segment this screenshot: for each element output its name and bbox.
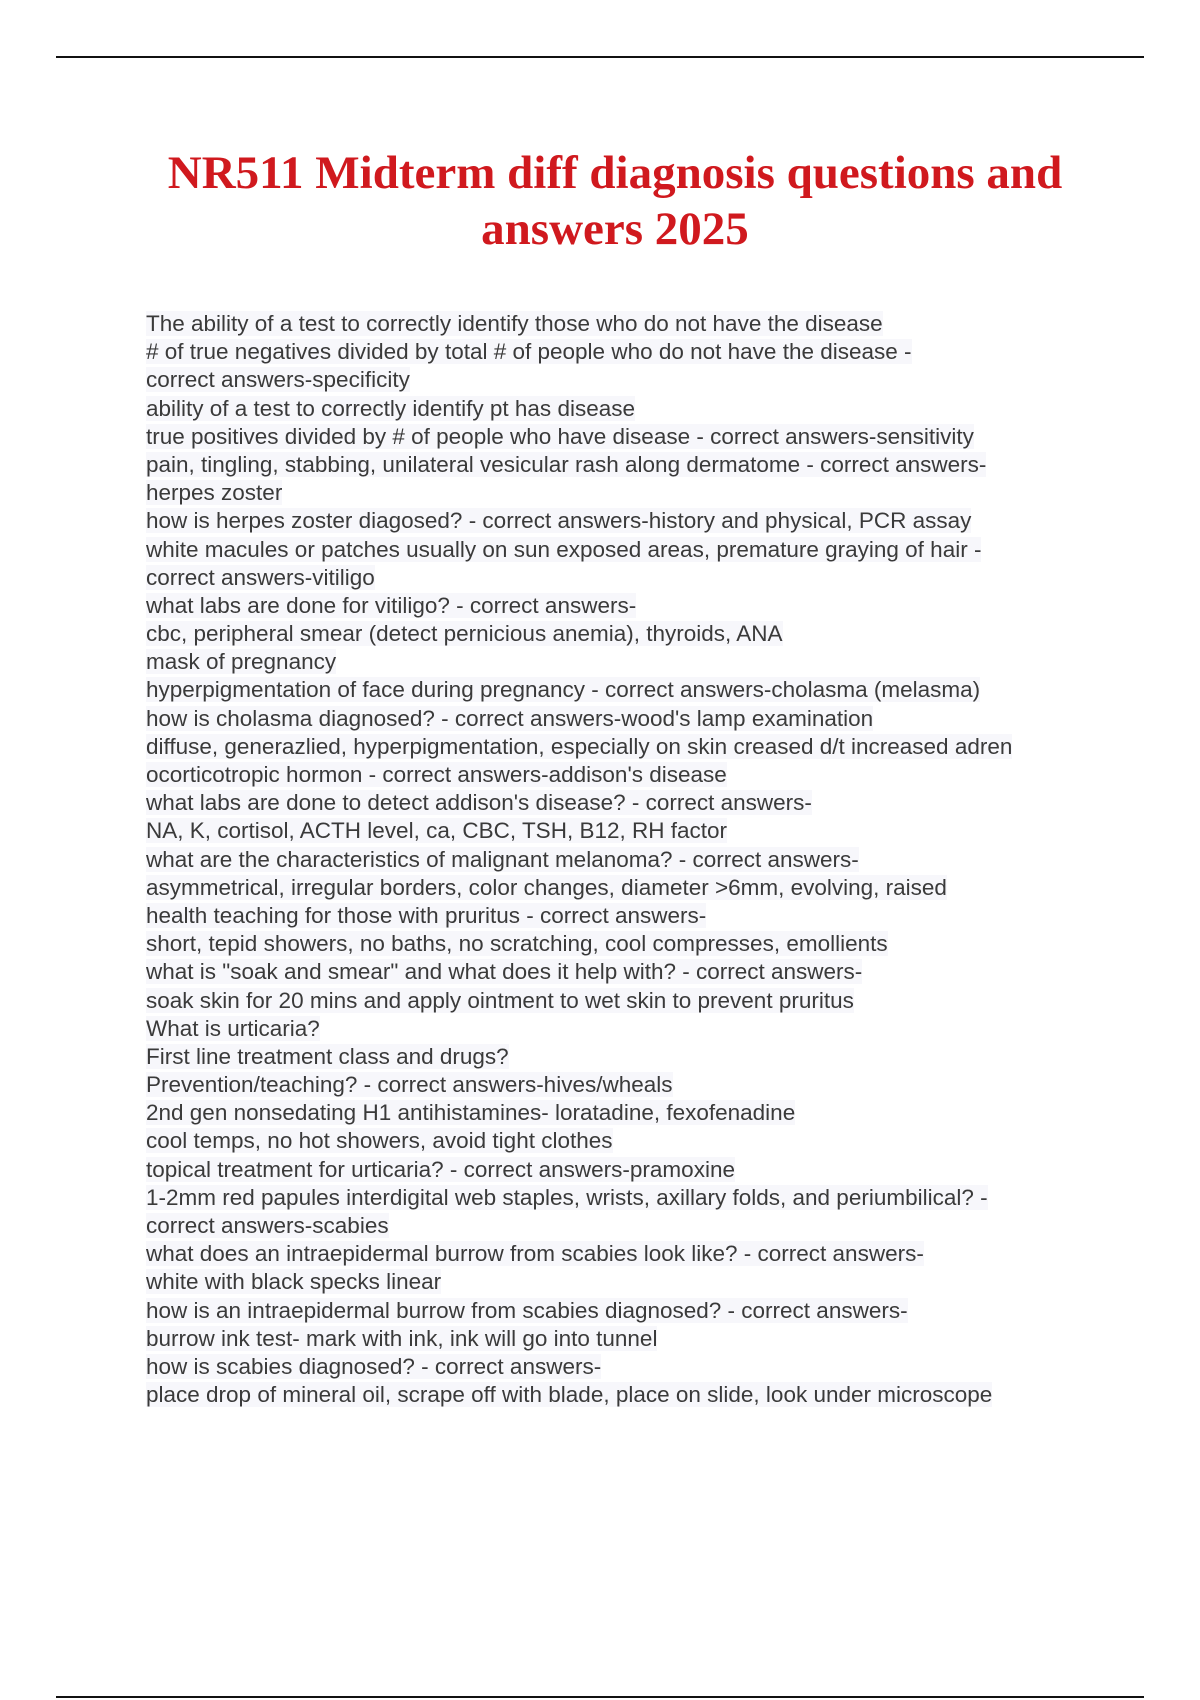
text-line xyxy=(146,817,1146,845)
text-line-content: health teaching for those with pruritus - correct answers- xyxy=(146,902,707,928)
text-line xyxy=(146,874,1146,902)
text-line xyxy=(146,366,1146,394)
text-line-content: 2nd gen nonsedating H1 antihistamines- loratadine, fexofenadine xyxy=(146,1100,796,1126)
text-line-content: short, tepid showers, no baths, no scratching, cool compresses, emollients xyxy=(146,931,888,957)
text-line xyxy=(146,564,1146,592)
text-line-content: how is cholasma diagnosed? - correct answers-wood's lamp examination xyxy=(146,705,874,731)
text-line xyxy=(146,592,1146,620)
text-line-content: asymmetrical, irregular borders, color changes, diameter >6mm, evolving, raised xyxy=(146,874,947,900)
text-line xyxy=(146,902,1146,930)
text-line-content: how is an intraepidermal burrow from scabies diagnosed? - correct answers- xyxy=(146,1297,908,1323)
text-line xyxy=(146,846,1146,874)
text-line-content: correct answers-scabies xyxy=(146,1213,389,1238)
text-line xyxy=(146,1043,1146,1071)
text-line xyxy=(146,1015,1146,1043)
text-line-content: soak skin for 20 mins and apply ointment to wet skin to prevent pruritus xyxy=(146,987,854,1013)
document-title xyxy=(120,145,1110,257)
text-line-content: topical treatment for urticaria? - correct answers-pramoxine xyxy=(146,1156,735,1182)
text-line-content: true positives divided by # of people who have disease - correct answers-sensitivity xyxy=(146,423,974,449)
text-line xyxy=(146,310,1146,338)
text-line-content: herpes zoster xyxy=(146,480,283,506)
text-line xyxy=(146,1127,1146,1155)
text-line-content: # of true negatives divided by total # of people who do not have the disease - xyxy=(146,339,912,365)
text-line xyxy=(146,479,1146,507)
text-line-content: mask of pregnancy xyxy=(146,649,337,675)
text-line xyxy=(146,1297,1146,1325)
text-line xyxy=(146,789,1146,817)
title-line-1: NR511 Midterm diff diagnosis questions and xyxy=(167,147,1063,199)
text-line-content: white macules or patches usually on sun exposed areas, premature graying of hair - xyxy=(146,536,982,562)
text-line-content: hyperpigmentation of face during pregnancy - correct answers-cholasma (melasma) xyxy=(146,677,981,703)
text-line xyxy=(146,1156,1146,1184)
text-line xyxy=(146,705,1146,733)
text-line-content: correct answers-vitiligo xyxy=(146,564,375,590)
text-line xyxy=(146,958,1146,986)
text-line-content: white with black specks linear xyxy=(146,1269,442,1295)
text-line xyxy=(146,395,1146,423)
text-line xyxy=(146,1268,1146,1296)
text-line-content: ability of a test to correctly identify pt has disease xyxy=(146,395,635,421)
text-line xyxy=(146,423,1146,451)
text-line-content: what are the characteristics of malignant melanoma? - correct answers- xyxy=(146,846,859,872)
text-line-content: burrow ink test- mark with ink, ink will go into tunnel xyxy=(146,1325,658,1351)
text-line-content: how is herpes zoster diagosed? - correct answers-history and physical, PCR assay xyxy=(146,508,972,534)
text-line-content: NA, K, cortisol, ACTH level, ca, CBC, TSH, B12, RH factor xyxy=(146,818,728,844)
text-line xyxy=(146,536,1146,564)
text-line xyxy=(146,987,1146,1015)
text-line-content: First line treatment class and drugs? xyxy=(146,1043,509,1069)
text-line-content: what labs are done for vitiligo? - correct answers- xyxy=(146,592,637,618)
text-line-content: cool temps, no hot showers, avoid tight clothes xyxy=(146,1128,613,1154)
document-body xyxy=(146,310,1146,1409)
text-line xyxy=(146,1240,1146,1268)
text-line-content: What is urticaria? xyxy=(146,1015,320,1041)
text-line xyxy=(146,451,1146,479)
text-line xyxy=(146,1099,1146,1127)
bottom-rule xyxy=(56,1696,1144,1698)
text-line-content: 1-2mm red papules interdigital web staples, wrists, axillary folds, and periumbilical? - xyxy=(146,1184,988,1210)
text-line xyxy=(146,620,1146,648)
text-line-content: what does an intraepidermal burrow from scabies look like? - correct answers- xyxy=(146,1241,924,1267)
text-line xyxy=(146,930,1146,958)
text-line-content: place drop of mineral oil, scrape off with blade, place on slide, look under microscope xyxy=(146,1382,993,1408)
text-line-content: what is "soak and smear" and what does it help with? - correct answers- xyxy=(146,959,863,985)
title-line-2: answers 2025 xyxy=(481,203,749,255)
text-line-content: correct answers-specificity xyxy=(146,367,410,393)
text-line xyxy=(146,1381,1146,1409)
text-line-content: diffuse, generazlied, hyperpigmentation, especially on skin creased d/t increased adren xyxy=(146,733,1013,759)
text-line-content: cbc, peripheral smear (detect pernicious anemia), thyroids, ANA xyxy=(146,621,783,647)
text-line-content: how is scabies diagnosed? - correct answers- xyxy=(146,1353,602,1379)
text-line xyxy=(146,1071,1146,1099)
text-line xyxy=(146,338,1146,366)
text-line xyxy=(146,1353,1146,1381)
text-line xyxy=(146,733,1146,761)
text-line xyxy=(146,1212,1146,1240)
text-line xyxy=(146,1184,1146,1212)
text-line xyxy=(146,761,1146,789)
text-line-content: pain, tingling, stabbing, unilateral vesicular rash along dermatome - correct answers- xyxy=(146,451,987,477)
top-rule xyxy=(56,56,1144,58)
text-line xyxy=(146,676,1146,704)
text-line-content: Prevention/teaching? - correct answers-hives/wheals xyxy=(146,1072,673,1098)
text-line-content: what labs are done to detect addison's disease? - correct answers- xyxy=(146,790,812,816)
text-line-content: ocorticotropic hormon - correct answers-addison's disease xyxy=(146,762,727,787)
text-line-content: The ability of a test to correctly identify those who do not have the disease xyxy=(146,311,883,336)
text-line xyxy=(146,507,1146,535)
text-line xyxy=(146,648,1146,676)
text-line xyxy=(146,1325,1146,1353)
